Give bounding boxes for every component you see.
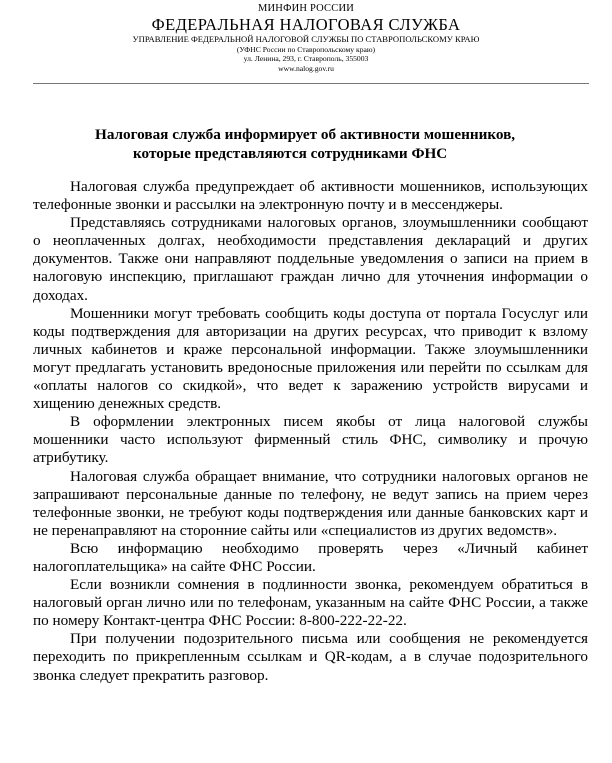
paragraph-1: Налоговая служба предупреждает об активности мошенников, использующих телефонные звонки и рассылки на электронную почту и в мессенджеры. xyxy=(33,178,588,214)
document-body xyxy=(33,178,588,685)
department-short-name: (УФНС России по Ставропольскому краю) xyxy=(236,44,376,54)
letterhead xyxy=(0,4,612,74)
ministry-name: МИНФИН РОССИИ xyxy=(257,3,355,14)
paragraph-2: Представляясь сотрудниками налоговых органов, злоумышленники сообщают о неоплаченных долгах, необходимости представления деклараций и других документов. Также они направляют поддельные уведомления о записи на прием в налоговую инспекцию, приглашают граждан лично для уточнения информации о доходах. xyxy=(33,214,588,304)
website: www.nalog.gov.ru xyxy=(278,63,334,73)
service-name: ФЕДЕРАЛЬНАЯ НАЛОГОВАЯ СЛУЖБА xyxy=(151,14,461,34)
department-name: УПРАВЛЕНИЕ ФЕДЕРАЛЬНОЙ НАЛОГОВОЙ СЛУЖБЫ ПО СТАВРОПОЛЬСКОМУ КРАЮ xyxy=(132,34,480,44)
paragraph-7: Если возникли сомнения в подлинности звонка, рекомендуем обратиться в налоговый орган лично или по телефонам, указанным на сайте ФНС России, а также по номеру Контакт-центра ФНС России: 8-800-222-22-22. xyxy=(33,576,588,630)
letterhead-divider xyxy=(33,83,589,84)
address: ул. Ленина, 293, г. Ставрополь, 355003 xyxy=(243,54,369,64)
title-line-1: Налоговая служба информирует об активности мошенников, xyxy=(95,126,516,143)
paragraph-8: При получении подозрительного письма или сообщения не рекомендуется переходить по прикрепленным ссылкам и QR-кодам, а в случае подозрительного звонка следует прекратить разговор. xyxy=(33,630,588,684)
paragraph-4: В оформлении электронных писем якобы от лица налоговой службы мошенники часто используют фирменный стиль ФНС, символику и прочую атрибутику. xyxy=(33,413,588,467)
paragraph-5: Налоговая служба обращает внимание, что сотрудники налоговых органов не запрашивают персональные данные по телефону, не ведут запись на прием через телефонные звонки, не требуют коды подтверждения или данные банковских карт и не перенаправляют на сторонние сайты или «специалистов из других ведомств». xyxy=(33,467,588,539)
title-line-2: которые представляются сотрудниками ФНС xyxy=(133,145,448,162)
paragraph-3: Мошенники могут требовать сообщить коды доступа от портала Госуслуг или коды подтверждения для авторизации на других ресурсах, что приводит к взлому личных кабинетов и краже персональной информации. Также злоумышленники могут предлагать установить вредоносные приложения или перейти по ссылкам для «оплаты налогов со скидкой», что ведет к заражению устройств вирусами и хищению денежных средств. xyxy=(33,304,588,413)
paragraph-6: Всю информацию необходимо проверять через «Личный кабинет налогоплательщика» на сайте ФНС России. xyxy=(33,539,588,575)
document-title xyxy=(0,125,612,163)
